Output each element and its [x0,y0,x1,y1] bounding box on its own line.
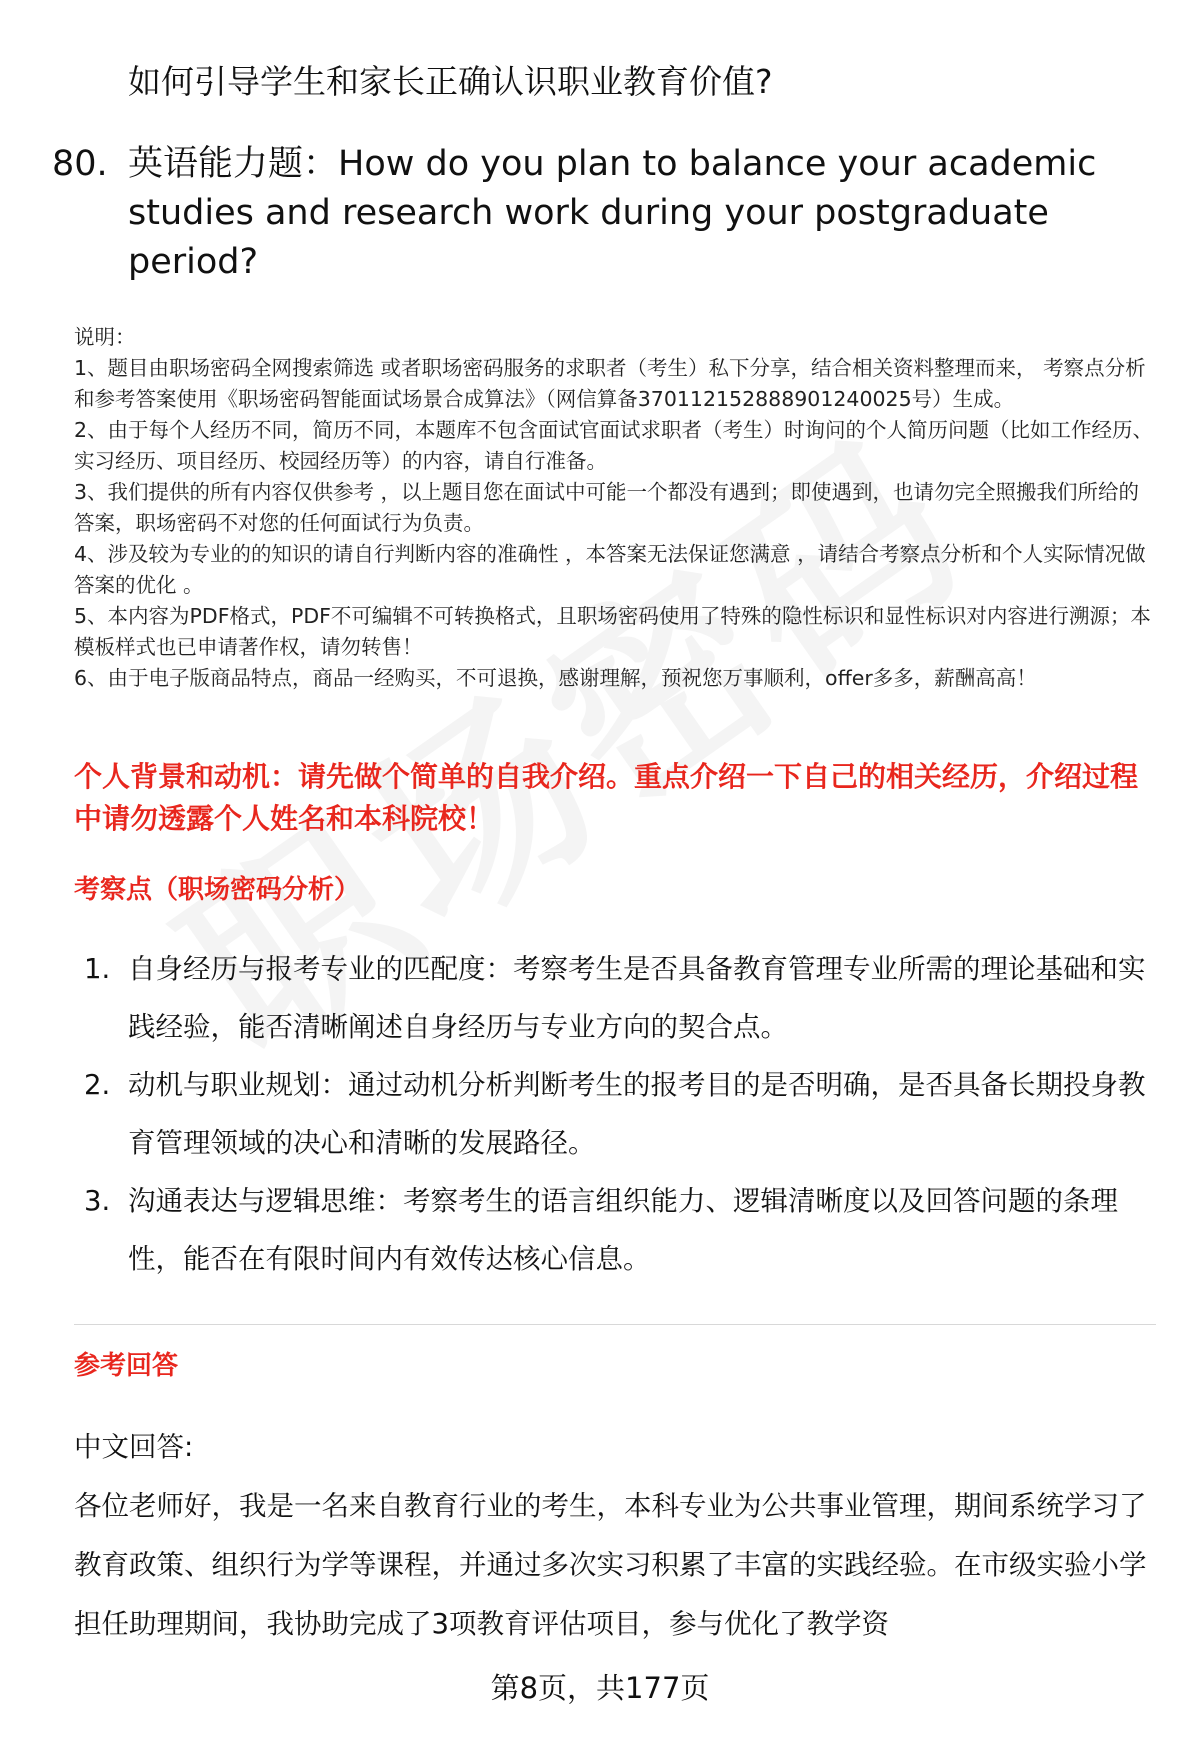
note-item: 4、涉及较为专业的的知识的请自行判断内容的准确性 ，本答案无法保证您满意 ，请结合考察点分析和个人实际情况做答案的优化 。 [74,542,1146,597]
answer-body: 各位老师好，我是一名来自教育行业的考生，本科专业为公共事业管理，期间系统学习了教育政策、组织行为学等课程，并通过多次实习积累了丰富的实践经验。在市级实验小学担任助理期间，我协助完成了3项教育评估项目，参与优化了教学资 [74,1490,1147,1640]
key-point-item [74,940,1154,1056]
key-point-text: 自身经历与报考专业的匹配度：考察考生是否具备教育管理专业所需的理论基础和实践经验，能否清晰阐述自身经历与专业方向的契合点。 [128,953,1146,1043]
notes-title: 说明： [74,325,136,349]
key-points-list [74,940,1154,1288]
question-continuation: 如何引导学生和家长正确认识职业教育价值? [128,62,773,101]
key-point-number: 3. [84,1185,111,1217]
key-point-number: 2. [84,1069,111,1101]
key-point-item [74,1172,1154,1288]
reference-answer [74,1418,1156,1654]
key-point-text: 沟通表达与逻辑思维：考察考生的语言组织能力、逻辑清晰度以及回答问题的条理性，能否在有限时间内有效传达核心信息。 [128,1185,1118,1275]
answer-subtitle: 中文回答: [74,1431,194,1463]
question-text: 英语能力题：How do you plan to balance your academic studies and research work during your postgraduate period? [128,144,1097,282]
note-item: 1、题目由职场密码全网搜索筛选 或者职场密码服务的求职者（考生）私下分享，结合相关资料整理而来， 考察点分析和参考答案使用《职场密码智能面试场景合成算法》（网信算备370112152888901240025号）生成。 [74,356,1146,411]
note-item: 3、我们提供的所有内容仅供参考 ，以上题目您在面试中可能一个都没有遇到；即使遇到，也请勿完全照搬我们所给的答案，职场密码不对您的任何面试行为负责。 [74,480,1140,535]
reference-answer-title: 参考回答 [74,1351,179,1381]
key-points-title: 考察点（职场密码分析） [74,875,361,905]
page-footer: 第8页，共177页 [490,1671,710,1705]
note-item: 5、本内容为PDF格式，PDF不可编辑不可转换格式，且职场密码使用了特殊的隐性标识和显性标识对内容进行溯源；本模板样式也已申请著作权，请勿转售！ [74,604,1151,659]
key-point-item [74,1056,1154,1172]
note-item: 2、由于每个人经历不同，简历不同，本题库不包含面试官面试求职者（考生）时询问的个人简历问题（比如工作经历、实习经历、项目经历、校园经历等）的内容，请自行准备。 [74,418,1154,473]
key-point-number: 1. [84,953,111,985]
section-divider [74,1324,1156,1325]
interview-question: 个人背景和动机：请先做个简单的自我介绍。重点介绍一下自己的相关经历，介绍过程中请勿透露个人姓名和本科院校！ [74,760,1139,835]
question-number: 80. [52,144,108,184]
key-point-text: 动机与职业规划：通过动机分析判断考生的报考目的是否明确，是否具备长期投身教育管理领域的决心和清晰的发展路径。 [128,1069,1146,1159]
notes-section [74,322,1154,694]
note-item: 6、由于电子版商品特点，商品一经购买，不可退换，感谢理解，预祝您万事顺利，offer多多，薪酬高高！ [74,666,1037,690]
